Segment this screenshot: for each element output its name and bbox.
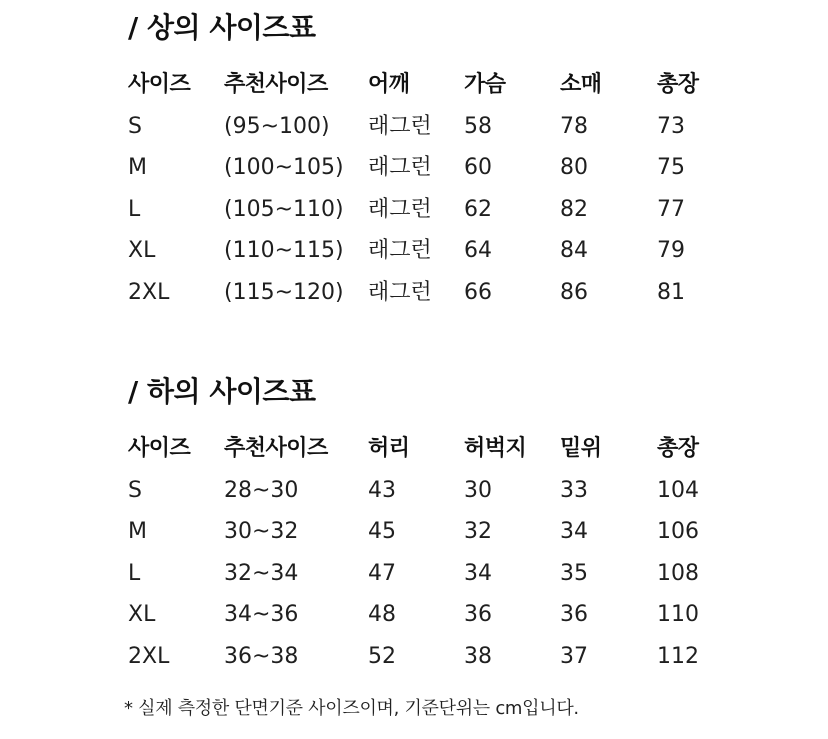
shoulder-cell: 래그런 <box>368 113 432 139</box>
total-length-cell: 81 <box>657 279 685 305</box>
total-length-cell: 79 <box>657 238 685 263</box>
recommended-size-cell: 36~38 <box>224 643 299 669</box>
size-cell: S <box>128 113 142 139</box>
size-cell: M <box>128 155 147 180</box>
header-size: 사이즈 <box>128 436 191 461</box>
size-cell: L <box>128 196 141 222</box>
recommended-size-cell: (105~110) <box>224 196 344 222</box>
recommended-size-cell: (110~115) <box>224 238 344 263</box>
rise-cell: 35 <box>560 560 588 586</box>
chest-cell: 60 <box>464 155 492 180</box>
header-recommended-size: 추천사이즈 <box>224 72 328 97</box>
shoulder-cell: 래그런 <box>368 196 432 222</box>
thigh-cell: 38 <box>464 643 492 669</box>
sleeve-cell: 86 <box>560 279 588 305</box>
total-length-cell: 108 <box>657 560 699 586</box>
size-cell: 2XL <box>128 643 170 669</box>
bottom-size-chart-title: / 하의 사이즈표 <box>128 375 316 408</box>
header-waist: 허리 <box>368 436 410 461</box>
header-sleeve: 소매 <box>560 72 602 97</box>
total-length-cell: 77 <box>657 196 685 222</box>
total-length-cell: 75 <box>657 155 685 180</box>
thigh-cell: 36 <box>464 602 492 627</box>
rise-cell: 36 <box>560 602 588 627</box>
header-rise: 밑위 <box>560 436 602 461</box>
size-cell: L <box>128 560 141 586</box>
top-size-chart-title: / 상의 사이즈표 <box>128 11 316 44</box>
header-shoulder: 어깨 <box>368 72 410 97</box>
table-row <box>128 106 728 148</box>
chest-cell: 58 <box>464 113 492 139</box>
sleeve-cell: 78 <box>560 113 588 139</box>
table-row <box>128 470 728 512</box>
shoulder-cell: 래그런 <box>368 238 432 263</box>
measurement-footnote: * 실제 측정한 단면기준 사이즈이며, 기준단위는 cm입니다. <box>124 698 579 719</box>
recommended-size-cell: (95~100) <box>224 113 330 139</box>
size-cell: M <box>128 519 147 544</box>
table-row <box>128 272 728 314</box>
total-length-cell: 112 <box>657 643 699 669</box>
shoulder-cell: 래그런 <box>368 279 432 305</box>
recommended-size-cell: 34~36 <box>224 602 299 627</box>
size-cell: XL <box>128 238 156 263</box>
total-length-cell: 106 <box>657 519 699 544</box>
chest-cell: 66 <box>464 279 492 305</box>
thigh-cell: 34 <box>464 560 492 586</box>
waist-cell: 48 <box>368 602 396 627</box>
size-cell: S <box>128 477 142 503</box>
bottom-size-table <box>128 428 728 677</box>
header-size: 사이즈 <box>128 72 191 97</box>
sleeve-cell: 82 <box>560 196 588 222</box>
waist-cell: 43 <box>368 477 396 503</box>
recommended-size-cell: (115~120) <box>224 279 344 305</box>
table-row <box>128 636 728 678</box>
sleeve-cell: 80 <box>560 155 588 180</box>
waist-cell: 52 <box>368 643 396 669</box>
header-total-length: 총장 <box>657 72 699 97</box>
table-row <box>128 511 728 553</box>
rise-cell: 34 <box>560 519 588 544</box>
total-length-cell: 110 <box>657 602 699 627</box>
table-row <box>128 594 728 636</box>
waist-cell: 47 <box>368 560 396 586</box>
table-header-row <box>128 428 728 470</box>
thigh-cell: 30 <box>464 477 492 503</box>
table-row <box>128 230 728 272</box>
chest-cell: 62 <box>464 196 492 222</box>
header-chest: 가슴 <box>464 72 506 97</box>
chest-cell: 64 <box>464 238 492 263</box>
recommended-size-cell: 30~32 <box>224 519 299 544</box>
rise-cell: 33 <box>560 477 588 503</box>
total-length-cell: 104 <box>657 477 699 503</box>
header-total-length: 총장 <box>657 436 699 461</box>
size-cell: 2XL <box>128 279 170 305</box>
rise-cell: 37 <box>560 643 588 669</box>
table-row <box>128 189 728 231</box>
header-recommended-size: 추천사이즈 <box>224 436 328 461</box>
sleeve-cell: 84 <box>560 238 588 263</box>
total-length-cell: 73 <box>657 113 685 139</box>
table-header-row <box>128 64 728 106</box>
table-row <box>128 147 728 189</box>
header-thigh: 허벅지 <box>464 436 527 461</box>
thigh-cell: 32 <box>464 519 492 544</box>
waist-cell: 45 <box>368 519 396 544</box>
table-row <box>128 553 728 595</box>
shoulder-cell: 래그런 <box>368 155 432 180</box>
size-cell: XL <box>128 602 156 627</box>
top-size-table <box>128 64 728 313</box>
recommended-size-cell: 28~30 <box>224 477 299 503</box>
recommended-size-cell: (100~105) <box>224 155 344 180</box>
recommended-size-cell: 32~34 <box>224 560 299 586</box>
